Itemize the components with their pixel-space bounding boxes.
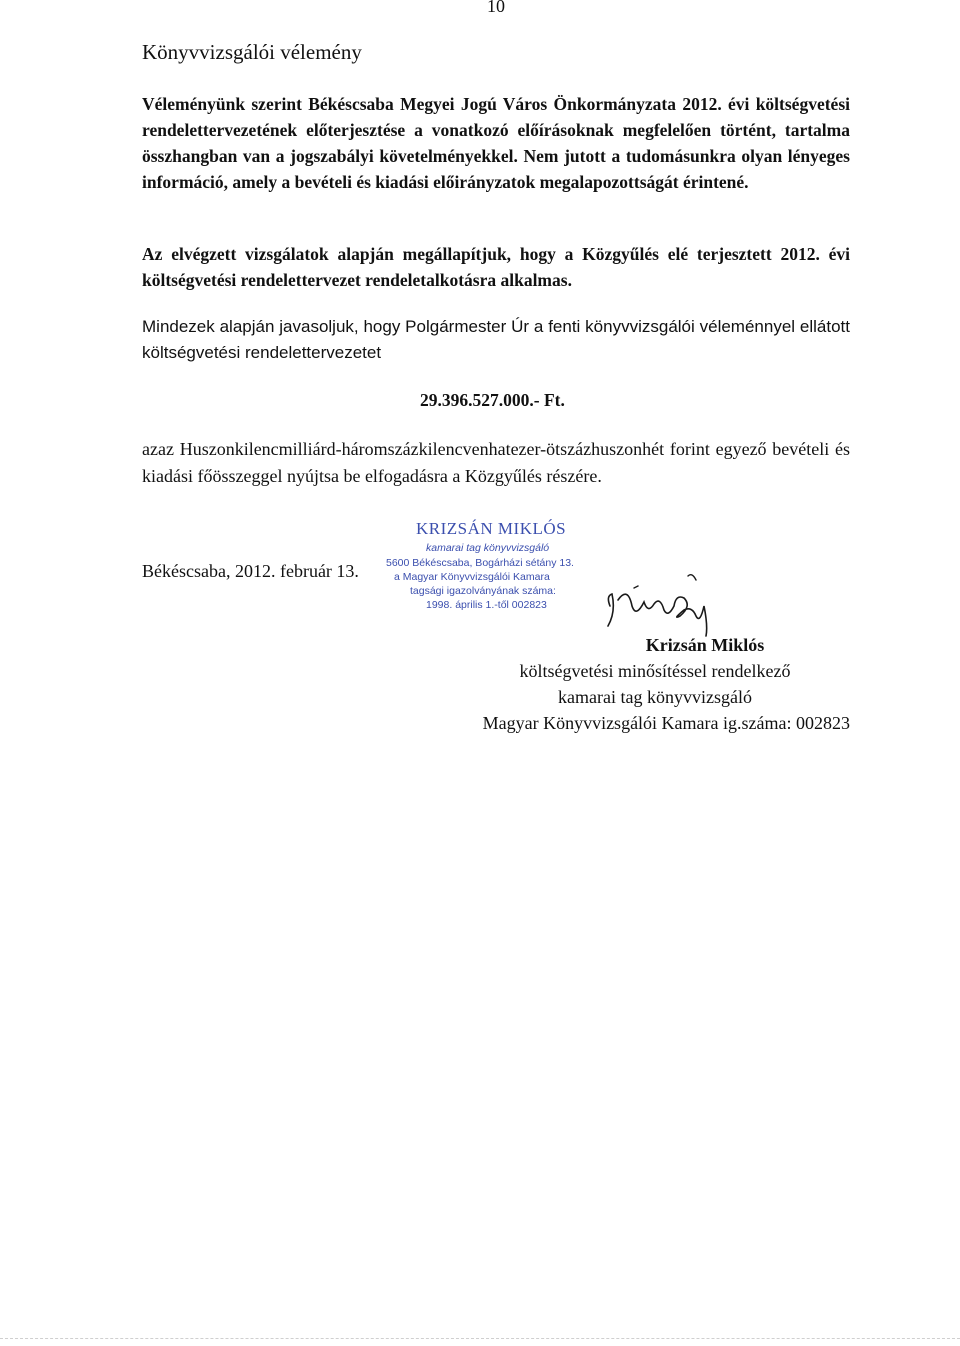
signatory-registration: Magyar Könyvvizsgálói Kamara ig.száma: 002823: [482, 713, 850, 733]
stamp-line: tagsági igazolványának száma:: [410, 585, 556, 597]
recommendation-paragraph: Mindezek alapján javasoljuk, hogy Polgármester Úr a fenti könyvvizsgálói véleménnyel ellátott költségvetési rendelettervezetet: [142, 317, 850, 362]
signatory-name: Krizsán Miklós: [645, 635, 765, 655]
page-title: Könyvvizsgálói vélemény: [142, 40, 362, 64]
stamp-line: 5600 Békéscsaba, Bogárházi sétány 13.: [386, 557, 574, 569]
place-and-date: Békéscsaba, 2012. február 13.: [142, 561, 359, 581]
stamp-name: KRIZSÁN MIKLÓS: [416, 519, 567, 538]
stamp-line: 1998. április 1.-től 002823: [426, 599, 547, 611]
auditor-stamp: [380, 516, 620, 616]
page-bottom-divider: [0, 1338, 960, 1339]
budget-amount: 29.396.527.000.- Ft.: [420, 390, 565, 410]
page-number: 10: [487, 0, 505, 16]
signatory-role: kamarai tag könyvvizsgáló: [558, 687, 752, 707]
signatory-qualification: költségvetési minősítéssel rendelkező: [519, 661, 791, 681]
opinion-paragraph: Véleményünk szerint Békéscsaba Megyei Jogú Város Önkormányzata 2012. évi költségvetési rendelettervezetének előterjesztése a vonatkozó előírásoknak megfelelően történt, tartalma összhangban van a jogszabályi követelményekkel. Nem jutott a tudomásunkra olyan lényeges információ, amely a bevételi és kiadási előirányzatok megalapozottságát érintené.: [142, 94, 850, 192]
conclusion-paragraph: Az elvégzett vizsgálatok alapján megállapítjuk, hogy a Közgyűlés elé terjesztett 2012. évi költségvetési rendelettervezet rendeletalkotásra alkalmas.: [142, 244, 850, 290]
amount-in-words-paragraph: azaz Huszonkilencmilliárd-háromszázkilencvenhatezer-ötszázhuszonhét forint egyező bevételi és kiadási főösszeggel nyújtsa be elfogadásra a Közgyűlés részére.: [142, 439, 850, 486]
stamp-line: kamarai tag könyvvizsgáló: [426, 542, 550, 554]
stamp-line: a Magyar Könyvvizsgálói Kamara: [394, 571, 550, 583]
signature-block: [460, 632, 850, 736]
